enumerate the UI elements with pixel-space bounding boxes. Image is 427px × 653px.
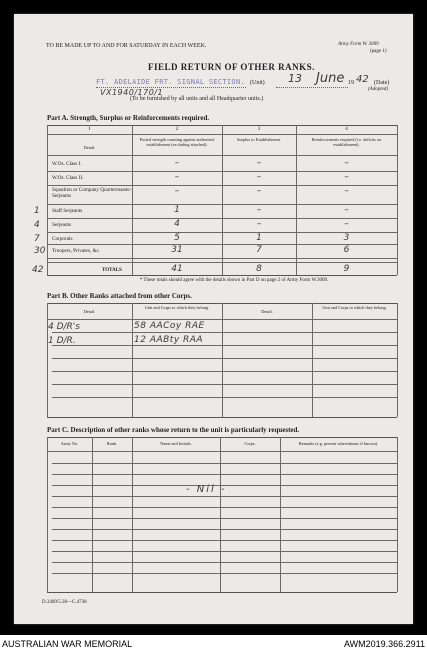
row-reinf-value: – bbox=[344, 186, 349, 196]
row-detail: W.Os. Class I. bbox=[52, 161, 82, 167]
date-year-prefix: 19 bbox=[348, 80, 354, 86]
part-b-col-header: Unit and Corps to which they belong. bbox=[144, 305, 210, 310]
part-a-note: * These totals should agree with the details shown in Part D on page 2 of Army Form W.3009. bbox=[139, 278, 329, 283]
part-c-heading: Part C. Description of other ranks whose return to the unit is particularly requested. bbox=[47, 426, 300, 434]
unit-label: (Unit) bbox=[250, 80, 265, 86]
part-a-col-header: Posted strength counting against authorised establishment (excluding attached). bbox=[139, 137, 215, 147]
date-year: 42 bbox=[356, 74, 369, 85]
row-reinf-value: 6 bbox=[343, 245, 350, 255]
part-a-col-header: Reinforcements required (i.e. deficits on establishment). bbox=[311, 137, 382, 147]
totals-reinf: 9 bbox=[343, 264, 350, 274]
row-detail: Corporals bbox=[52, 236, 73, 242]
part-c-col-header: Corps. bbox=[244, 441, 256, 446]
row-surplus-value: 7 bbox=[256, 245, 262, 255]
part-c-col-header: Rank. bbox=[106, 441, 118, 446]
part-c-col-header: Name and Initials. bbox=[160, 441, 192, 446]
row-surplus-value: – bbox=[256, 186, 262, 196]
totals-label: TOTALS bbox=[102, 268, 122, 273]
row-reinf-value: – bbox=[344, 205, 349, 215]
row-surplus-value: – bbox=[256, 219, 262, 229]
row-surplus-value: – bbox=[256, 158, 262, 168]
part-c-col-header: Remarks (e.g. present whereabouts if known). bbox=[298, 441, 379, 446]
army-form-label: Army Form W. 3009 bbox=[338, 42, 379, 47]
document-page bbox=[14, 14, 413, 624]
row-margin-count: 30 bbox=[34, 246, 46, 256]
attached-detail: 4 D/R's bbox=[48, 322, 80, 332]
totals-posted: 41 bbox=[171, 264, 183, 274]
date-label: (Date) bbox=[374, 80, 390, 86]
row-detail: Troopers, Privates, &c. bbox=[52, 248, 101, 254]
unit-code: VX1940/170/1 bbox=[100, 88, 164, 97]
row-surplus-value: – bbox=[256, 172, 262, 182]
row-margin-count: 1 bbox=[34, 206, 40, 216]
institution-label: AUSTRALIAN WAR MEMORIAL bbox=[2, 639, 133, 649]
furnish-note: (To be furnished by all units and all Headquarter units.) bbox=[130, 96, 264, 102]
instruction-text: TO BE MADE UP TO AND FOR SATURDAY IN EACH WEEK. bbox=[46, 43, 207, 49]
attached-unit: 58 AACoy RAE bbox=[134, 321, 205, 331]
page-label: (page 1) bbox=[370, 49, 387, 54]
nil-entry: - Nil - bbox=[186, 484, 227, 495]
row-detail: Serjeants bbox=[52, 222, 72, 228]
unit-stamp: FT. ADELAIDE FRT. SIGNAL SECTION. bbox=[96, 78, 245, 86]
form-title: FIELD RETURN OF OTHER RANKS. bbox=[148, 62, 315, 72]
part-a-col-number: 2 bbox=[175, 127, 179, 132]
row-posted-value: 5 bbox=[174, 233, 180, 243]
part-a-col-number: 4 bbox=[345, 127, 348, 132]
row-margin-count: 4 bbox=[34, 220, 40, 230]
row-posted-value: 31 bbox=[171, 245, 183, 255]
part-c-col-header: Army No. bbox=[60, 441, 79, 446]
row-detail: Staff Serjeants bbox=[52, 208, 83, 214]
part-b-col-header: Unit and Corps to which they belong. bbox=[322, 305, 387, 310]
attached-unit: 12 AABty RAA bbox=[134, 335, 204, 345]
row-posted-value: 4 bbox=[174, 219, 180, 229]
row-posted-value: – bbox=[174, 186, 180, 196]
row-reinf-value: – bbox=[344, 158, 349, 168]
row-surplus-value: 1 bbox=[256, 233, 262, 243]
row-posted-value: – bbox=[174, 172, 180, 182]
totals-surplus: 8 bbox=[256, 264, 262, 274]
part-b-heading: Part B. Other Ranks attached from other Corps. bbox=[47, 292, 192, 300]
part-b-col-header: Detail. bbox=[261, 309, 273, 314]
part-a-col-number: 3 bbox=[257, 127, 261, 132]
row-reinf-value: – bbox=[344, 219, 349, 229]
row-posted-value: 1 bbox=[174, 205, 180, 215]
row-surplus-value: – bbox=[256, 205, 262, 215]
adopted-label: (Adopted) bbox=[368, 87, 388, 92]
row-margin-count: 7 bbox=[34, 234, 40, 244]
row-reinf-value: – bbox=[344, 172, 349, 182]
part-a-col-number: 1 bbox=[88, 127, 91, 132]
date-day: 13 bbox=[288, 72, 302, 85]
row-detail: W.Os. Class II. bbox=[52, 175, 84, 181]
row-reinf-value: 3 bbox=[343, 233, 350, 243]
part-a-heading: Part A. Strength, Surplus or Reinforcements required. bbox=[47, 114, 210, 122]
reference-label: AWM2019.366.2911 bbox=[343, 639, 425, 649]
print-code: D.3409/5.38—C.4738 bbox=[42, 600, 87, 605]
part-a-col-header: Surplus to Establishment. bbox=[236, 137, 282, 142]
row-detail: Squadron or Company Quartermaster-Serjeants bbox=[52, 187, 132, 199]
part-b-col-header: Detail. bbox=[83, 309, 96, 314]
attached-detail: 1 D/R. bbox=[48, 336, 76, 346]
row-posted-value: – bbox=[174, 158, 180, 168]
archive-footer bbox=[0, 635, 427, 653]
totals-margin-count: 42 bbox=[32, 265, 44, 275]
date-month: June bbox=[316, 71, 345, 86]
part-a-col-header: Detail. bbox=[83, 145, 96, 150]
